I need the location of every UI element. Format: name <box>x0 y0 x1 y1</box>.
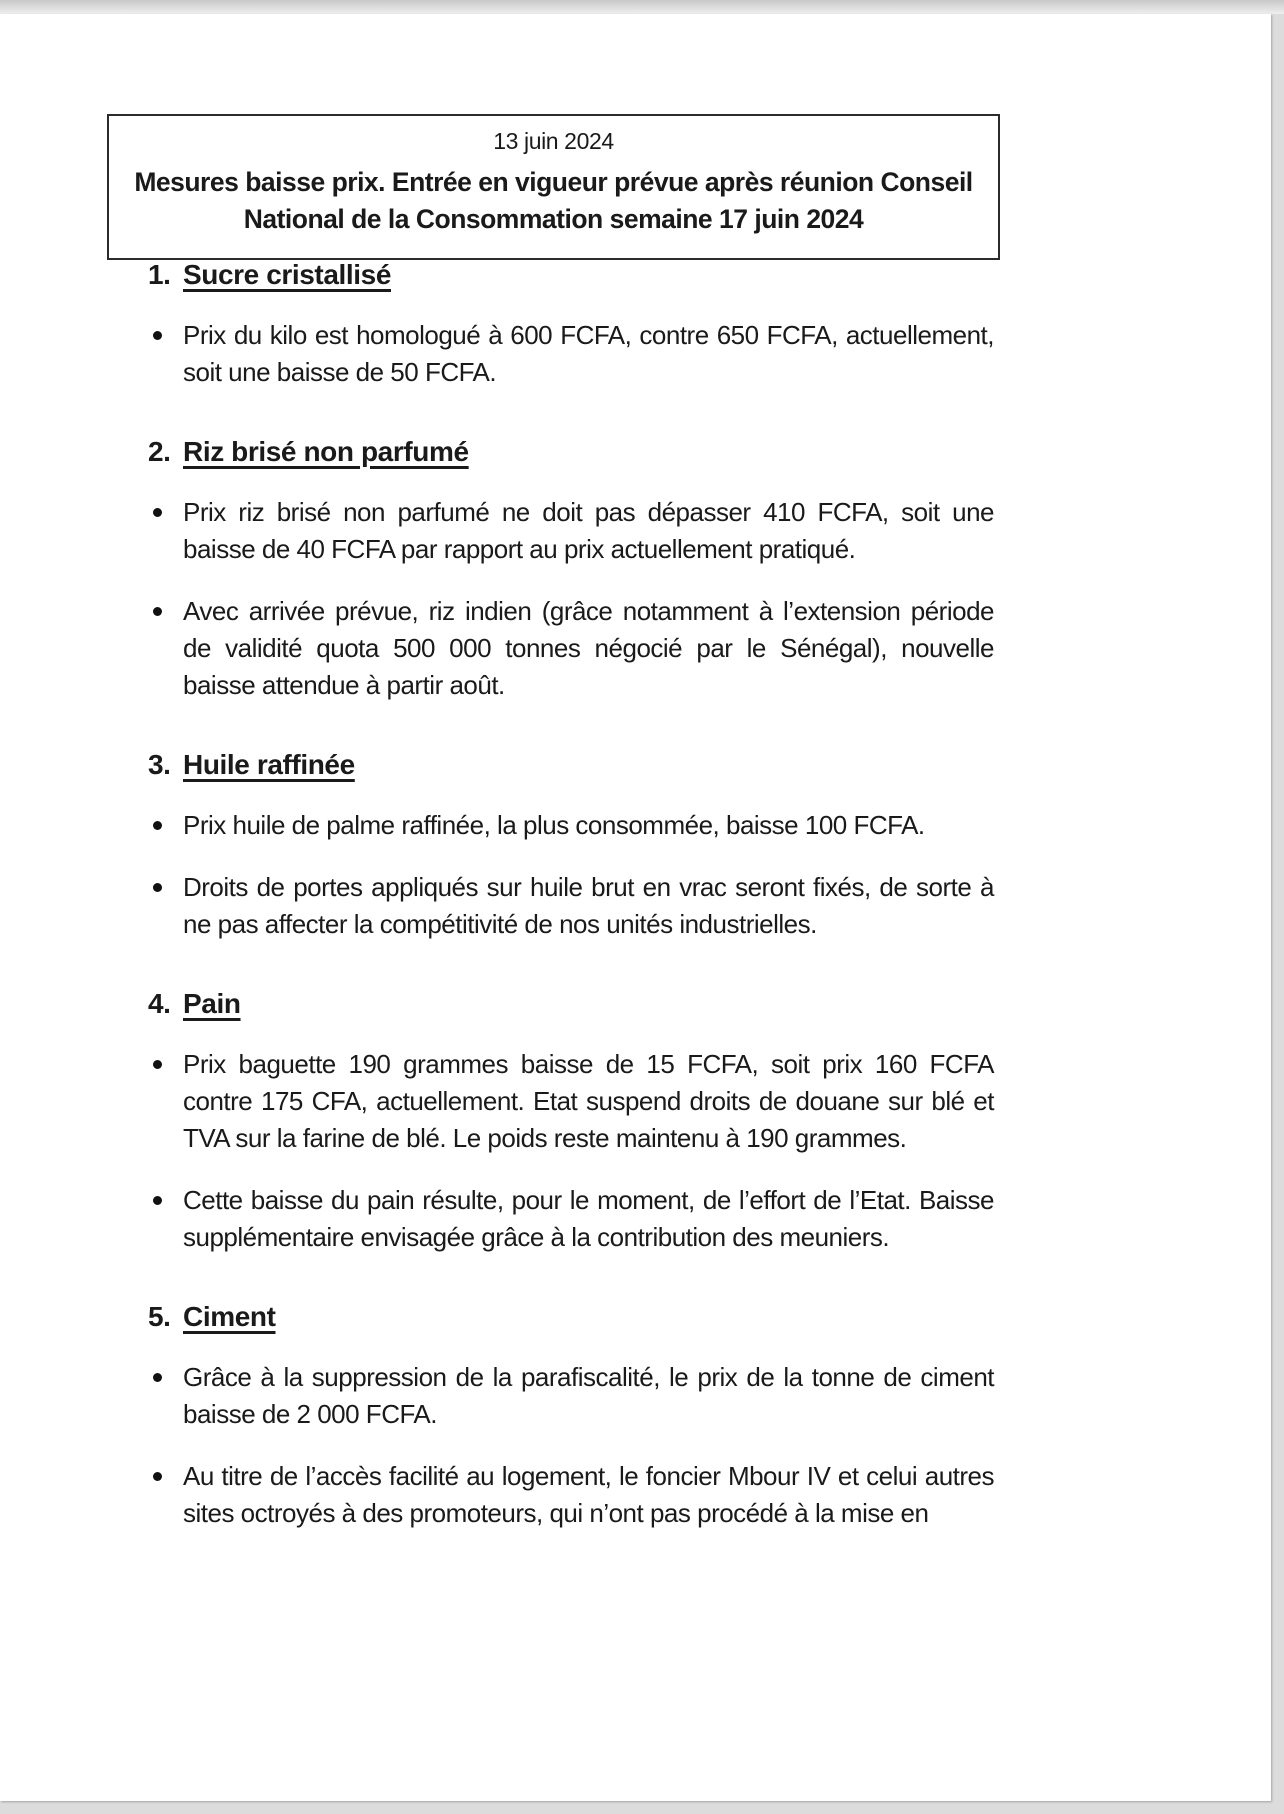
bullet-text: Au titre de l’accès facilité au logement, le foncier Mbour IV et celui autres sites octroyés à des promoteurs, qui n’ont pas procédé à la mise en <box>183 1461 994 1528</box>
document-page <box>0 14 1271 1801</box>
bullet-text: Prix baguette 190 grammes baisse de 15 FCFA, soit prix 160 FCFA contre 175 CFA, actuellement. Etat suspend droits de douane sur blé et TVA sur la farine de blé. Le poids reste maintenu à 190 grammes. <box>183 1049 994 1153</box>
section-title: Pain <box>183 988 241 1019</box>
list-item <box>148 494 994 568</box>
section-heading-ciment <box>148 1300 994 1334</box>
bullet-text: Prix huile de palme raffinée, la plus consommée, baisse 100 FCFA. <box>183 810 925 840</box>
list-item <box>148 317 994 391</box>
section-number: 5. <box>148 1301 171 1332</box>
list-item <box>148 1458 994 1532</box>
section-heading-pain <box>148 987 994 1021</box>
list-item <box>148 1046 994 1157</box>
section-heading-huile <box>148 748 994 782</box>
section-heading-riz <box>148 435 994 469</box>
section-title: Riz brisé non parfumé <box>183 436 469 467</box>
bullet-text: Grâce à la suppression de la parafiscalité, le prix de la tonne de ciment baisse de 2 000 FCFA. <box>183 1362 994 1429</box>
bullet-icon <box>153 1196 162 1205</box>
section-title: Ciment <box>183 1301 276 1332</box>
bullet-text: Prix du kilo est homologué à 600 FCFA, contre 650 FCFA, actuellement, soit une baisse de 50 FCFA. <box>183 320 994 387</box>
list-item <box>148 869 994 943</box>
section-title: Sucre cristallisé <box>183 259 391 290</box>
bullet-text: Cette baisse du pain résulte, pour le moment, de l’effort de l’Etat. Baisse supplémentaire envisagée grâce à la contribution des meuniers. <box>183 1185 994 1252</box>
section-title: Huile raffinée <box>183 749 355 780</box>
bullet-icon <box>153 1373 162 1382</box>
section-number: 3. <box>148 749 171 780</box>
list-item <box>148 807 994 844</box>
document-title <box>129 164 978 238</box>
list-item <box>148 593 994 704</box>
bullet-icon <box>153 1060 162 1069</box>
document-title-line1: Mesures baisse prix. Entrée en vigueur prévue après réunion Conseil <box>134 167 973 197</box>
section-number: 4. <box>148 988 171 1019</box>
bullet-icon <box>153 331 162 340</box>
section-number: 2. <box>148 436 171 467</box>
document-title-line2: National de la Consommation semaine 17 juin 2024 <box>243 204 864 234</box>
scan-top-edge <box>0 0 1284 14</box>
bullet-icon <box>153 607 162 616</box>
bullet-text: Prix riz brisé non parfumé ne doit pas dépasser 410 FCFA, soit une baisse de 40 FCFA par rapport au prix actuellement pratiqué. <box>183 497 994 564</box>
list-item <box>148 1182 994 1256</box>
list-item <box>148 1359 994 1433</box>
bullet-icon <box>153 821 162 830</box>
bullet-text: Droits de portes appliqués sur huile brut en vrac seront fixés, de sorte à ne pas affecter la compétitivité de nos unités industrielles. <box>183 872 994 939</box>
bullet-icon <box>153 1472 162 1481</box>
document-date: 13 juin 2024 <box>493 128 614 154</box>
bullet-icon <box>153 508 162 517</box>
section-heading-sucre <box>148 258 994 292</box>
bullet-icon <box>153 883 162 892</box>
bullet-text: Avec arrivée prévue, riz indien (grâce notamment à l’extension période de validité quota 500 000 tonnes négocié par le Sénégal), nouvelle baisse attendue à partir août. <box>183 596 994 700</box>
header-box <box>107 114 1000 260</box>
document-body <box>148 258 994 1532</box>
section-number: 1. <box>148 259 171 290</box>
